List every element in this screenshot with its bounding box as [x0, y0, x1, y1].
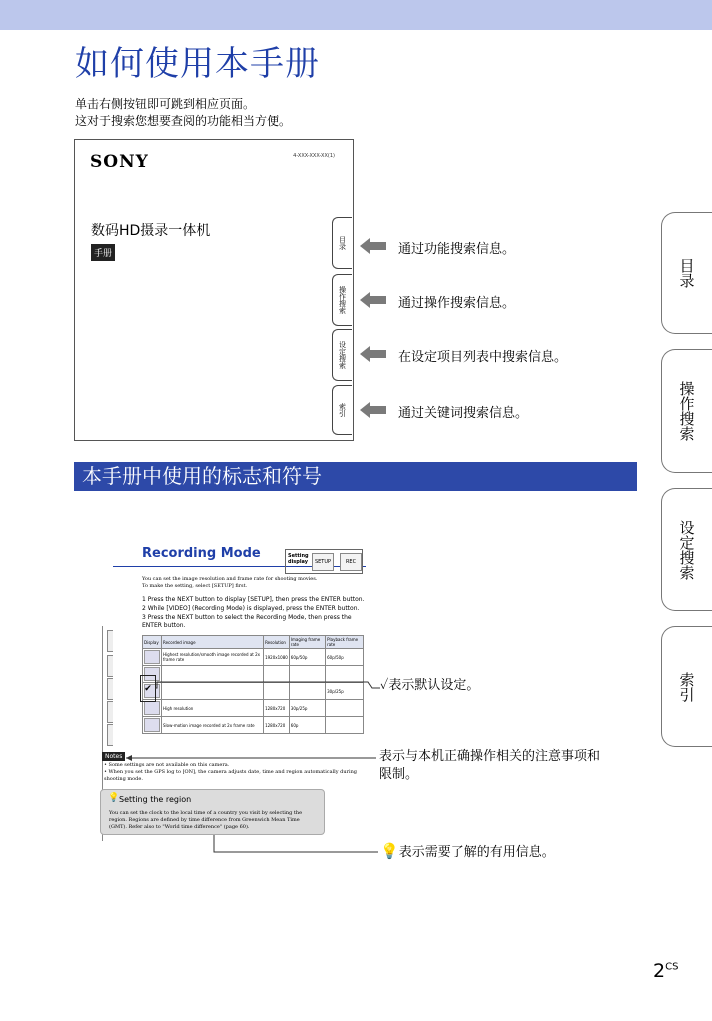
- table-cell: Highest resolution/smooth image recorded at 2x frame rate: [162, 649, 264, 666]
- recording-mode-table: [142, 635, 364, 734]
- manual-tag: 手册: [91, 244, 115, 261]
- notes-explanation-line-2: 限制。: [379, 767, 419, 782]
- table-cell: 1280x720: [264, 717, 290, 734]
- product-name: 数码HD摄录一体机: [91, 223, 211, 239]
- table-cell: 1920x1080: [264, 649, 290, 666]
- table-header: Resolution: [264, 636, 290, 649]
- tab-operation-search[interactable]: 操作搜索: [661, 349, 712, 473]
- sample-step-3b: ENTER button.: [142, 622, 186, 629]
- doc-number: 4-XXX-XXX-XX(1): [293, 153, 335, 159]
- hint-explanation: [380, 842, 555, 862]
- table-cell: High resolution: [162, 700, 264, 717]
- table-cell-thumb: [143, 700, 162, 717]
- left-arrow-icon: [360, 346, 386, 362]
- hint-text: You can set the clock to the local time of a country you visit by selecting the region. Regions are defined by time difference from Greenwich Mean Time (GMT). Refer also to "World time difference" (page 60).: [109, 810, 303, 830]
- tab-index[interactable]: 索引: [661, 626, 712, 747]
- left-arrow-icon: [360, 238, 386, 254]
- table-row: [143, 717, 364, 734]
- table-cell: [264, 683, 290, 700]
- callout-operation-search: 通过操作搜索信息。: [398, 296, 516, 311]
- check-icon: ✓: [380, 678, 389, 693]
- default-setting-label: [380, 677, 479, 695]
- intro-text: [75, 96, 291, 130]
- sample-step-1: 1 Press the NEXT button to display [SETUP], then press the ENTER button.: [142, 596, 365, 603]
- notes-badge: Notes: [102, 752, 125, 761]
- setting-display-setup: SETUP: [312, 553, 334, 571]
- hint-box: [100, 789, 325, 835]
- notes-explanation-line-1: 表示与本机正确操作相关的注意事项和: [379, 749, 601, 764]
- table-cell: [326, 700, 364, 717]
- setting-display-box: [285, 549, 363, 574]
- table-header: Recorded image: [162, 636, 264, 649]
- left-arrow-icon: [360, 402, 386, 418]
- page-number-value: 2: [653, 960, 666, 982]
- table-cell: 60p/50p: [289, 649, 325, 666]
- manual-cover-illustration: [74, 139, 354, 441]
- table-cell: 60p/50p: [326, 649, 364, 666]
- callout-function-search: 通过功能搜索信息。: [398, 242, 516, 257]
- tab-contents[interactable]: 目录: [661, 212, 712, 334]
- sample-title: Recording Mode: [142, 546, 261, 561]
- cover-tab-operation-search: 操作搜索: [332, 274, 352, 326]
- callout-keyword-search: 通过关键词搜索信息。: [398, 406, 529, 421]
- table-cell: 1280x720: [264, 700, 290, 717]
- note-line-2: • When you set the GPS log to [ON], the camera adjusts date, time and region automatically during shooting mode.: [104, 769, 358, 782]
- page-title: 如何使用本手册: [75, 44, 320, 84]
- tab-settings-search[interactable]: 设定搜索: [661, 488, 712, 611]
- table-row: [143, 666, 364, 683]
- lightbulb-icon: 💡: [380, 842, 399, 860]
- mode-icon: [144, 718, 160, 732]
- sample-intro-2: To make the setting, select [SETUP] first.: [142, 583, 248, 589]
- table-header: Display: [143, 636, 162, 649]
- intro-line-1: 单击右侧按钮即可跳到相应页面。: [75, 97, 256, 111]
- note-line-1: • Some settings are not available on this camera.: [104, 762, 230, 768]
- table-cell: [289, 683, 325, 700]
- brand-logo: SONY: [90, 152, 149, 172]
- table-cell: 60p: [289, 717, 325, 734]
- table-cell: [326, 717, 364, 734]
- hint-title: Setting the region: [119, 795, 192, 804]
- table-header: Imaging frame rate: [289, 636, 325, 649]
- table-cell-thumb: [143, 649, 162, 666]
- table-row: [143, 649, 364, 666]
- intro-line-2: 这对于搜索您想要查阅的功能相当方便。: [75, 114, 292, 128]
- table-cell: [289, 666, 325, 683]
- table-row: [143, 683, 364, 700]
- callout-settings-search: 在设定项目列表中搜索信息。: [398, 350, 568, 365]
- cover-tab-contents: 目录: [332, 217, 352, 269]
- page-suffix: CS: [665, 961, 679, 973]
- sample-step-3: 3 Press the NEXT button to select the Recording Mode, then press the: [142, 614, 352, 621]
- setting-display-rec: REC: [340, 553, 362, 571]
- table-cell: [264, 666, 290, 683]
- table-cell-thumb: [143, 717, 162, 734]
- table-cell: 30p/25p: [289, 700, 325, 717]
- cover-tab-settings-search: 设定搜索: [332, 329, 352, 381]
- default-checkmark-icon: ✔: [140, 675, 156, 702]
- left-arrow-icon: [360, 292, 386, 308]
- sample-intro-1: You can set the image resolution and frame rate for shooting movies.: [142, 576, 318, 582]
- table-cell: Slow-motion image recorded at 2x frame rate: [162, 717, 264, 734]
- setting-display-label: Setting display: [288, 553, 309, 565]
- cover-tab-index: 索引: [332, 385, 352, 435]
- sample-step-2: 2 While [VIDEO] (Recording Mode) is displayed, press the ENTER button.: [142, 605, 360, 612]
- top-banner: [0, 0, 712, 30]
- table-header: Playback frame rate: [326, 636, 364, 649]
- table-cell: [326, 666, 364, 683]
- sample-page-illustration: [113, 532, 366, 749]
- section-heading: 本手册中使用的标志和符号: [74, 462, 637, 491]
- default-setting-text: 表示默认设定。: [388, 678, 480, 693]
- page-number: [653, 960, 678, 982]
- mode-icon: [144, 701, 160, 715]
- table-cell: 30p/25p: [326, 683, 364, 700]
- notes-text: [104, 762, 374, 783]
- hint-explanation-text: 表示需要了解的有用信息。: [398, 845, 555, 860]
- table-header-row: [143, 636, 364, 649]
- table-cell: [162, 666, 264, 683]
- notes-explanation: [379, 748, 600, 784]
- table-row: [143, 700, 364, 717]
- lightbulb-icon: 💡: [108, 793, 120, 803]
- mode-icon: [144, 650, 160, 664]
- table-cell: [162, 683, 264, 700]
